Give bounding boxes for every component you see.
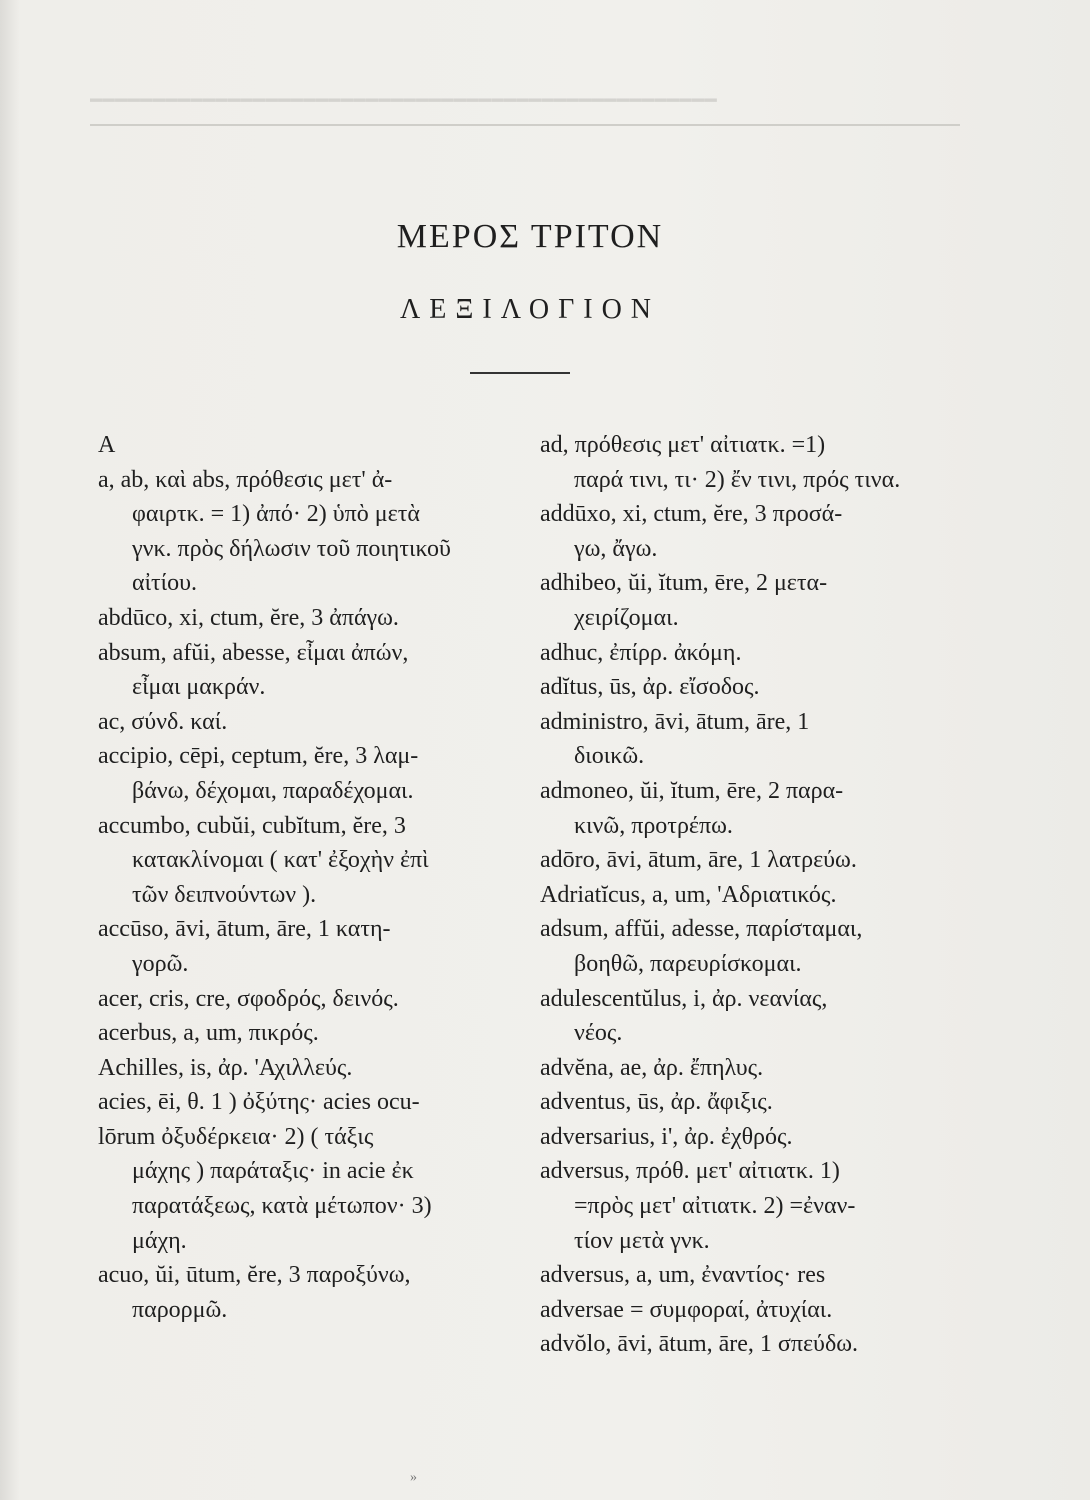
entry-continuation-line: γορῶ. (132, 950, 189, 977)
entry-continuation-line: διοικῶ. (574, 743, 645, 770)
dictionary-entry-line: abdūco, xi, ctum, ĕre, 3 ἀπάγω. (98, 604, 399, 631)
title-divider (470, 372, 570, 374)
left-column (98, 428, 518, 1327)
dictionary-entry-line: a, ab, καὶ abs, πρόθεσις μετ' ἀ- (98, 466, 393, 493)
footer-mark: » (410, 1470, 417, 1485)
dictionary-entry-line: adsum, affŭi, adesse, παρίσταμαι, (540, 916, 863, 943)
entry-continuation-line: κινῶ, προτρέπω. (574, 812, 733, 839)
dictionary-entry-line: lōrum ὀξυδέρκεια· 2) ( τάξις (98, 1123, 374, 1150)
dictionary-entry-line: adversus, πρόθ. μετ' αἰτιατκ. 1) (540, 1158, 840, 1185)
dictionary-entry-line: acies, ēi, θ. 1 ) ὀξύτης· acies ocu- (98, 1089, 420, 1116)
dictionary-entry-line: absum, afŭi, abesse, εἶμαι ἀπών, (98, 639, 409, 666)
entry-continuation-line: βάνω, δέχομαι, παραδέχομαι. (132, 777, 414, 804)
dictionary-entry-line: adversae = συμφοραί, ἀτυχίαι. (540, 1296, 833, 1323)
entry-continuation-line: εἶμαι μακράν. (132, 674, 266, 701)
dictionary-entry-line: Adriatĭcus, a, um, 'Αδριατικός. (540, 881, 837, 908)
entry-continuation-line: =πρὸς μετ' αἰτιατκ. 2) =ἐναν- (574, 1193, 856, 1220)
dictionary-entry-line: adĭtus, ūs, ἀρ. εἴσοδος. (540, 674, 760, 701)
dictionary-entry-line: adōro, āvi, ātum, āre, 1 λατρεύω. (540, 847, 857, 874)
entry-continuation-line: μάχη. (132, 1227, 187, 1254)
entry-continuation-line: χειρίζομαι. (574, 604, 679, 631)
entry-continuation-line: βοηθῶ, παρευρίσκομαι. (574, 950, 802, 977)
entry-continuation-line: φαιρτκ. = 1) ἀπό· 2) ὑπὸ μετὰ (132, 501, 420, 528)
entry-continuation-line: παρατάξεως, κατὰ μέτωπον· 3) (132, 1193, 432, 1220)
dictionary-entry-line: adhibeo, ŭi, ĭtum, ēre, 2 μετα- (540, 570, 828, 597)
bleed-through-header: ━━━━━━━━━━━━━━━━━━━━━━━━━━━━━━━━━━━━━━━━━━━━━━━━━━ (90, 90, 718, 112)
left-entries (98, 463, 518, 1328)
section-letter: A (98, 432, 116, 458)
dictionary-entry-line: addūxo, xi, ctum, ĕre, 3 προσά- (540, 501, 843, 528)
dictionary-entry-line: acerbus, a, um, πικρός. (98, 1020, 319, 1047)
entry-continuation-line: κατακλίνομαι ( κατ' ἐξοχὴν ἐπὶ (132, 847, 429, 874)
entry-continuation-line: τῶν δειπνούντων ). (132, 881, 317, 908)
dictionary-entry-line: adversarius, i', ἀρ. ἐχθρός. (540, 1123, 793, 1150)
entry-continuation-line: γω, ἄγω. (574, 535, 658, 562)
dictionary-entry-line: advŏlo, āvi, ātum, āre, 1 σπεύδω. (540, 1331, 859, 1358)
entry-continuation-line: νέος. (574, 1020, 623, 1047)
entry-continuation-line: μάχης ) παράταξις· in acie ἐκ (132, 1158, 414, 1185)
dictionary-entry-line: administro, āvi, ātum, āre, 1 (540, 708, 810, 735)
right-column (540, 428, 960, 1362)
entry-continuation-line: γνκ. πρὸς δήλωσιν τοῦ ποιητικοῦ (132, 535, 451, 562)
dictionary-entry-line: adhuc, ἐπίρρ. ἀκόμη. (540, 639, 742, 666)
entry-continuation-line: τίον μετὰ γνκ. (574, 1227, 710, 1254)
dictionary-entry-line: acer, cris, cre, σφοδρός, δεινός. (98, 985, 399, 1012)
dictionary-entry-line: adversus, a, um, ἐναντίος· res (540, 1262, 826, 1289)
dictionary-entry-line: accūso, āvi, ātum, āre, 1 κατη- (98, 916, 391, 943)
dictionary-entry-line: adventus, ūs, ἀρ. ἄφιξις. (540, 1089, 773, 1116)
dictionary-entry-line: ad, πρόθεσις μετ' αἰτιατκ. =1) (540, 432, 826, 458)
dictionary-entry-line: Achilles, is, ἀρ. 'Αχιλλεύς. (98, 1054, 353, 1081)
dictionary-entry-line: ac, σύνδ. καί. (98, 708, 228, 735)
dictionary-entry-line: accipio, cēpi, ceptum, ĕre, 3 λαμ- (98, 743, 419, 770)
page-subtitle: ΛΕΞΙΛΟΓΙΟΝ (399, 294, 661, 325)
entry-continuation-line: παρά τινι, τι· 2) ἔν τινι, πρός τινα. (574, 466, 901, 493)
entry-continuation-line: παρορμῶ. (132, 1296, 228, 1323)
right-entries (540, 428, 960, 1362)
dictionary-entry-line: acuo, ŭi, ūtum, ĕre, 3 παροξύνω, (98, 1262, 411, 1289)
dictionary-entry-line: accumbo, cubŭi, cubĭtum, ĕre, 3 (98, 812, 406, 839)
dictionary-entry-line: admoneo, ŭi, ĭtum, ēre, 2 παρα- (540, 777, 844, 804)
entry-continuation-line: αἰτίου. (132, 570, 198, 597)
page-title: ΜΕΡΟΣ ΤΡΙΤΟΝ (396, 218, 664, 255)
bleed-through-rule (90, 124, 960, 126)
dictionary-entry-line: adulescentŭlus, i, ἀρ. νεανίας, (540, 985, 828, 1012)
dictionary-entry-line: advĕna, ae, ἀρ. ἔπηλυς. (540, 1054, 764, 1081)
